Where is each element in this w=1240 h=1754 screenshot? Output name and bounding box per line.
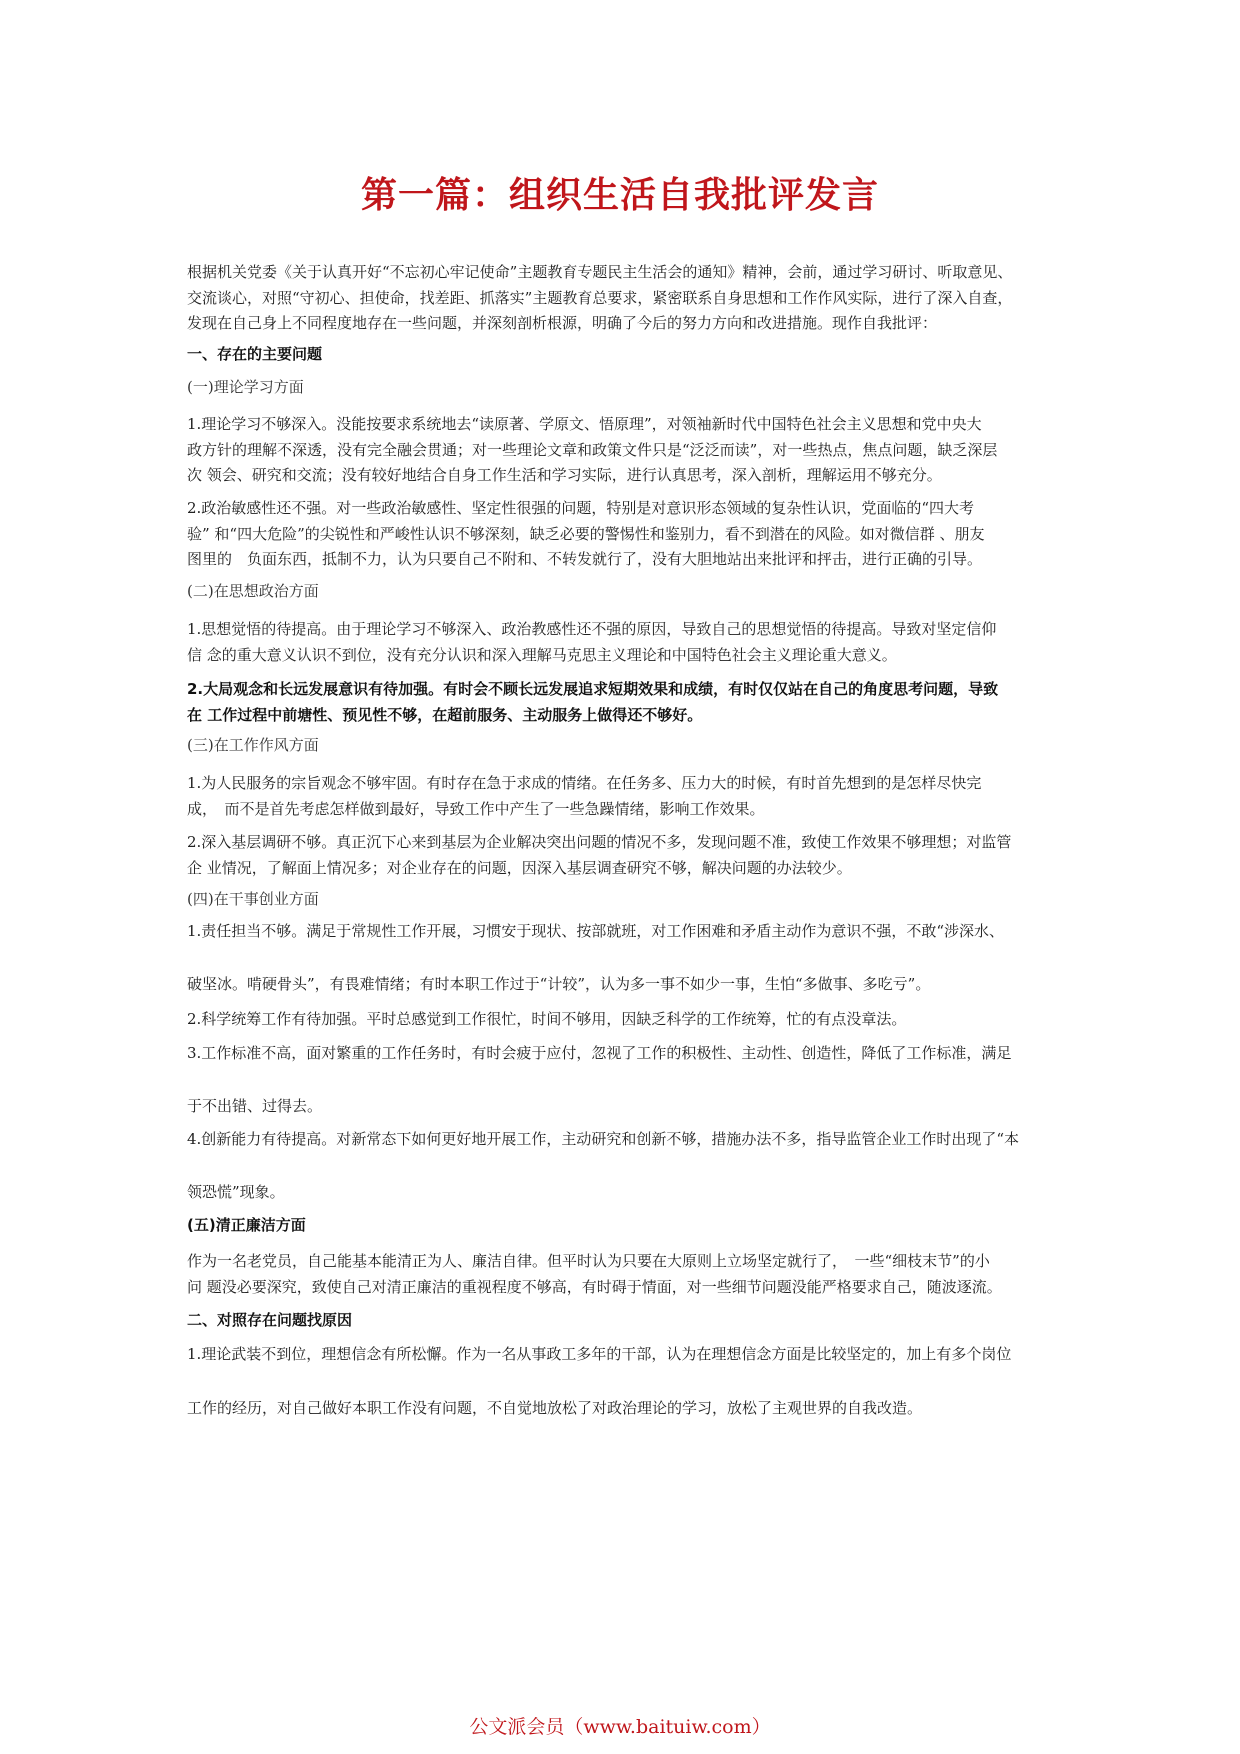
- paragraph-entrepreneurship-1b: 破坚冰。啃硬骨头”，有畏难情绪；有时本职工作过于“计较”，认为多一事不如少一事，生怕“多做事、多吃亏”。: [187, 975, 931, 993]
- text-line: 成， 而不是首先考虑怎样做到最好，导致工作中产生了一些急躁情绪，影响工作效果。: [187, 799, 765, 818]
- paragraph-ideology-1: [187, 617, 1055, 668]
- paragraph-entrepreneurship-3b: 于不出错、过得去。: [187, 1097, 323, 1115]
- document-body: [187, 0, 1055, 1754]
- subsection-heading-workstyle: (三)在工作作风方面: [187, 736, 319, 754]
- paragraph-entrepreneurship-1a: 1.责任担当不够。满足于常规性工作开展，习惯安于现状、按部就班，对工作困难和矛盾主动作为意识不强，不敢“涉深水、: [187, 922, 1004, 940]
- paragraph-entrepreneurship-4b: 领恐慌”现象。: [187, 1183, 285, 1201]
- text-line: 2.政治敏感性还不强。对一些政治敏感性、坚定性很强的问题，特别是对意识形态领域的复杂性认识，党面临的“四大考: [187, 499, 974, 517]
- text-line: 发现在自己身上不同程度地存在一些问题，并深刻剖析根源，明确了今后的努力方向和改进措施。现作自我批评：: [187, 314, 938, 332]
- paragraph-workstyle-1: [187, 771, 1055, 822]
- text-line: 1.为人民服务的宗旨观念不够牢固。有时存在急于求成的情绪。在任务多、压力大的时候，有时首先想到的是怎样尽快完: [187, 774, 982, 792]
- text-line: 问 题没必要深究，致使自己对清正廉洁的重视程度不够高，有时碍于情面，对一些细节问题没能严格要求自己，随波逐流。: [187, 1277, 1002, 1296]
- paragraph-causes-1a: 1.理论武装不到位，理想信念有所松懈。作为一名从事政工多年的干部，认为在理想信念方面是比较坚定的，加上有多个岗位: [187, 1345, 1012, 1363]
- intro-paragraph: [187, 260, 1055, 337]
- text-line: 2.大局观念和长远发展意识有待加强。有时会不顾长远发展追求短期效果和成绩，有时仅仅站在自己的角度思考问题，导致: [187, 680, 999, 698]
- text-line: 企 业情况，了解面上情况多；对企业存在的问题，因深入基层调查研究不够，解决问题的办法较少。: [187, 858, 852, 877]
- paragraph-causes-1b: 工作的经历，对自己做好本职工作没有问题，不自觉地放松了对政治理论的学习，放松了主观世界的自我改造。: [187, 1399, 923, 1417]
- paragraph-ideology-2: [187, 677, 1055, 728]
- footer-watermark: 公文派会员（www.baituiw.com）: [469, 1716, 771, 1738]
- text-line: 1.理论学习不够深入。没能按要求系统地去“读原著、学原文、悟原理”，对领袖新时代中国特色社会主义思想和党中央大: [187, 415, 982, 433]
- text-line: 图里的 负面东西，抵制不力，认为只要自己不附和、不转发就行了，没有大胆地站出来批评和抨击，进行正确的引导。: [187, 550, 983, 568]
- paragraph-entrepreneurship-3a: 3.工作标准不高，面对繁重的工作任务时，有时会疲于应付，忽视了工作的积极性、主动性、创造性，降低了工作标准，满足: [187, 1044, 1012, 1062]
- paragraph-workstyle-2: [187, 830, 1055, 881]
- text-line: 在 工作过程中前塘性、预见性不够，在超前服务、主动服务上做得还不够好。: [187, 705, 703, 724]
- text-line: 2.深入基层调研不够。真正沉下心来到基层为企业解决突出问题的情况不多，发现问题不准，致使工作效果不够理想；对监管: [187, 833, 1012, 851]
- paragraph-theory-2: [187, 496, 1055, 573]
- text-line: 次 领会、研究和交流；没有较好地结合自身工作生活和学习实际，进行认真思考，深入剖析，理解运用不够充分。: [187, 466, 942, 484]
- paragraph-entrepreneurship-4a: 4.创新能力有待提高。对新常态下如何更好地开展工作，主动研究和创新不够，措施办法不多，指导监管企业工作时出现了“本: [187, 1130, 1019, 1148]
- text-line: 1.思想觉悟的待提高。由于理论学习不够深入、政治教感性还不强的原因，导致自己的思想觉悟的待提高。导致对坚定信仰: [187, 620, 997, 638]
- text-line: 作为一名老党员，自己能基本能清正为人、廉洁自律。但平时认为只要在大原则上立场坚定就行了， 一些“细枝末节”的小: [187, 1252, 990, 1270]
- text-line: 根据机关党委《关于认真开好“不忘初心牢记使命”主题教育专题民主生活会的通知》精神，会前，通过学习研讨、听取意见、: [187, 263, 1013, 281]
- document-title: 第一篇：组织生活自我批评发言: [360, 175, 879, 216]
- paragraph-integrity-1: [187, 1249, 1055, 1300]
- subsection-heading-entrepreneurship: (四)在干事创业方面: [187, 890, 319, 908]
- text-line: 政方针的理解不深透，没有完全融会贯通；对一些理论文章和政策文件只是“泛泛而读”，对一些热点，焦点问题，缺乏深层: [187, 440, 998, 459]
- text-line: 信 念的重大意义认识不到位，没有充分认识和深入理解马克思主义理论和中国特色社会主义理论重大意义。: [187, 645, 897, 664]
- subsection-heading-ideology: (二)在思想政治方面: [187, 582, 319, 600]
- paragraph-theory-1: [187, 412, 1055, 489]
- section-heading-problems: 一、存在的主要问题: [187, 345, 323, 363]
- text-line: 交流谈心，对照“守初心、担使命，找差距、抓落实”主题教育总要求，紧密联系自身思想和工作作风实际，进行了深入自查，: [187, 288, 1013, 307]
- paragraph-entrepreneurship-2: 2.科学统筹工作有待加强。平时总感觉到工作很忙，时间不够用，因缺乏科学的工作统筹，忙的有点没章法。: [187, 1010, 907, 1028]
- text-line: 验” 和“四大危险”的尖锐性和严峻性认识不够深刻，缺乏必要的警惕性和鉴别力，看不到潜在的风险。如对微信群 、朋友: [187, 524, 985, 543]
- section-heading-causes: 二、对照存在问题找原因: [187, 1311, 353, 1329]
- subsection-heading-theory: (一)理论学习方面: [187, 378, 304, 396]
- subsection-heading-integrity: (五)清正廉洁方面: [187, 1216, 306, 1234]
